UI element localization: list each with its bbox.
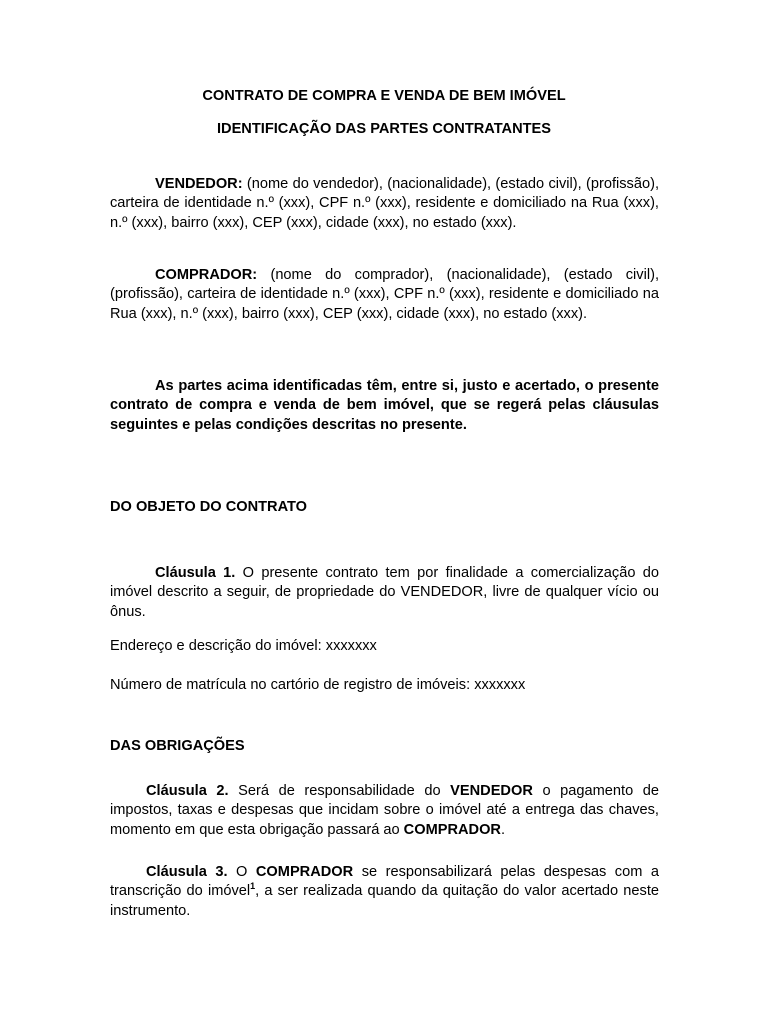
document-title: CONTRATO DE COMPRA E VENDA DE BEM IMÓVEL (202, 88, 566, 104)
clause-2-seller-word: VENDEDOR (450, 783, 533, 799)
clause-2-buyer-word: COMPRADOR (403, 821, 501, 838)
seller-text: (nome do vendedor), (nacionalidade), (estado civil), (profissão), carteira de identidade n.º (xxx), CPF n.º (xxx), residente e domiciliado na Rua (xxx), n.º (xxx), bairro (xxx), CEP (xxx), cidade (xxx), no estado (xxx). (110, 176, 659, 231)
registry-number-line: Número de matrícula no cartório de registro de imóveis: xxxxxxx (110, 677, 526, 693)
document-subtitle: IDENTIFICAÇÃO DAS PARTES CONTRATANTES (216, 121, 552, 137)
clause-2-text-c: . (500, 821, 506, 838)
buyer-label: COMPRADOR: (155, 267, 258, 283)
clause-2-paragraph (110, 782, 659, 840)
clause-3-text-b: se responsabilizará pelas despesas com a transcrição do imóvel (110, 864, 659, 900)
seller-paragraph (110, 175, 659, 233)
preamble-paragraph: As partes acima identificadas têm, entre si, justo e acertado, o presente contrato de compra e venda de bem imóvel, que se regerá pelas cláusulas seguintes e pelas condições descritas no presente. (110, 378, 659, 433)
clause-2-label: Cláusula 2. (146, 783, 229, 799)
clause-2-text-a: Será de responsabilidade do (228, 783, 451, 799)
clause-3-text-c: , a ser realizada quando da quitação do valor acertado neste instrumento. (110, 883, 659, 919)
clause-2-text-b: o pagamento de impostos, taxas e despesas que incidam sobre o imóvel até a entrega das chaves, momento em que esta obrigação passará ao (110, 783, 659, 838)
clause-3-label: Cláusula 3. (146, 864, 228, 880)
buyer-paragraph (110, 266, 659, 324)
buyer-text: (nome do comprador), (nacionalidade), (estado civil), (profissão), carteira de identidade n.º (xxx), CPF n.º (xxx), residente e domiciliado na Rua (xxx), n.º (xxx), bairro (xxx), CEP (xxx), cidade (xxx), no estado (xxx). (110, 267, 659, 322)
clause-3-text-a: O (227, 864, 256, 880)
seller-label: VENDEDOR: (155, 176, 243, 192)
clause-1-label: Cláusula 1. (155, 565, 236, 581)
clause-1-paragraph (110, 564, 659, 622)
clause-3-paragraph (110, 863, 659, 921)
section-heading-obligations: DAS OBRIGAÇÕES (110, 738, 245, 754)
clause-1-text: O presente contrato tem por finalidade a comercialização do imóvel descrito a seguir, de propriedade do VENDEDOR, livre de qualquer vício ou ônus. (110, 565, 659, 620)
footnote-marker[interactable]: 1 (250, 881, 256, 892)
section-heading-object: DO OBJETO DO CONTRATO (110, 499, 308, 515)
property-address-line: Endereço e descrição do imóvel: xxxxxxx (110, 638, 377, 654)
clause-3-buyer-word: COMPRADOR (255, 864, 354, 880)
